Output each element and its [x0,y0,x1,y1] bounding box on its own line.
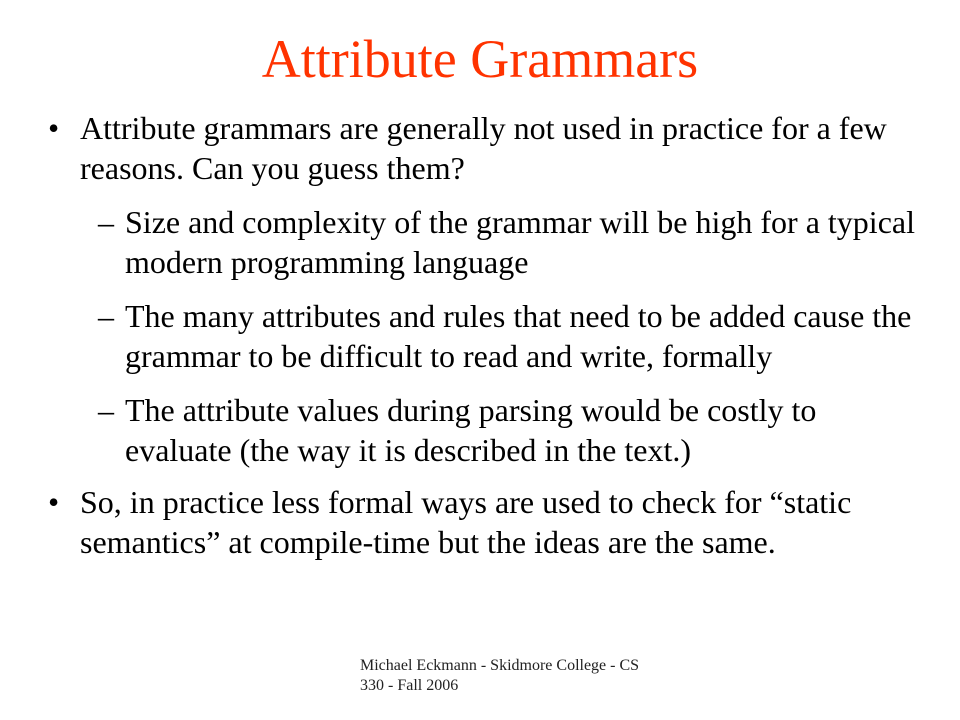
bullet-marker: • [48,484,60,520]
bullet-text: Attribute grammars are generally not used in practice for a few reasons. Can you guess them? [80,110,887,186]
sub-bullet-text: The many attributes and rules that need to be added cause the grammar to be difficult to read and write, formally [125,298,912,374]
sub-bullet-item [48,296,915,376]
bullet-item [48,108,910,188]
slide-body [48,108,928,562]
bullet-item [48,482,910,562]
sub-bullet-marker: – [98,392,114,428]
bullet-text: So, in practice less formal ways are used to check for “static semantics” at compile-time but the ideas are the same. [80,484,852,560]
bullet-marker: • [48,110,60,146]
sub-bullet-marker: – [98,204,114,240]
sub-bullet-text: The attribute values during parsing would be costly to evaluate (the way it is described in the text.) [125,392,817,468]
sub-bullet-text: Size and complexity of the grammar will be high for a typical modern programming language [125,204,915,280]
sub-bullet-marker: – [98,298,114,334]
slide-title: Attribute Grammars [261,29,699,89]
slide-footer: Michael Eckmann - Skidmore College - CS 330 - Fall 2006 [360,657,640,694]
sub-bullet-item [48,390,915,470]
sub-bullet-item [48,202,915,282]
